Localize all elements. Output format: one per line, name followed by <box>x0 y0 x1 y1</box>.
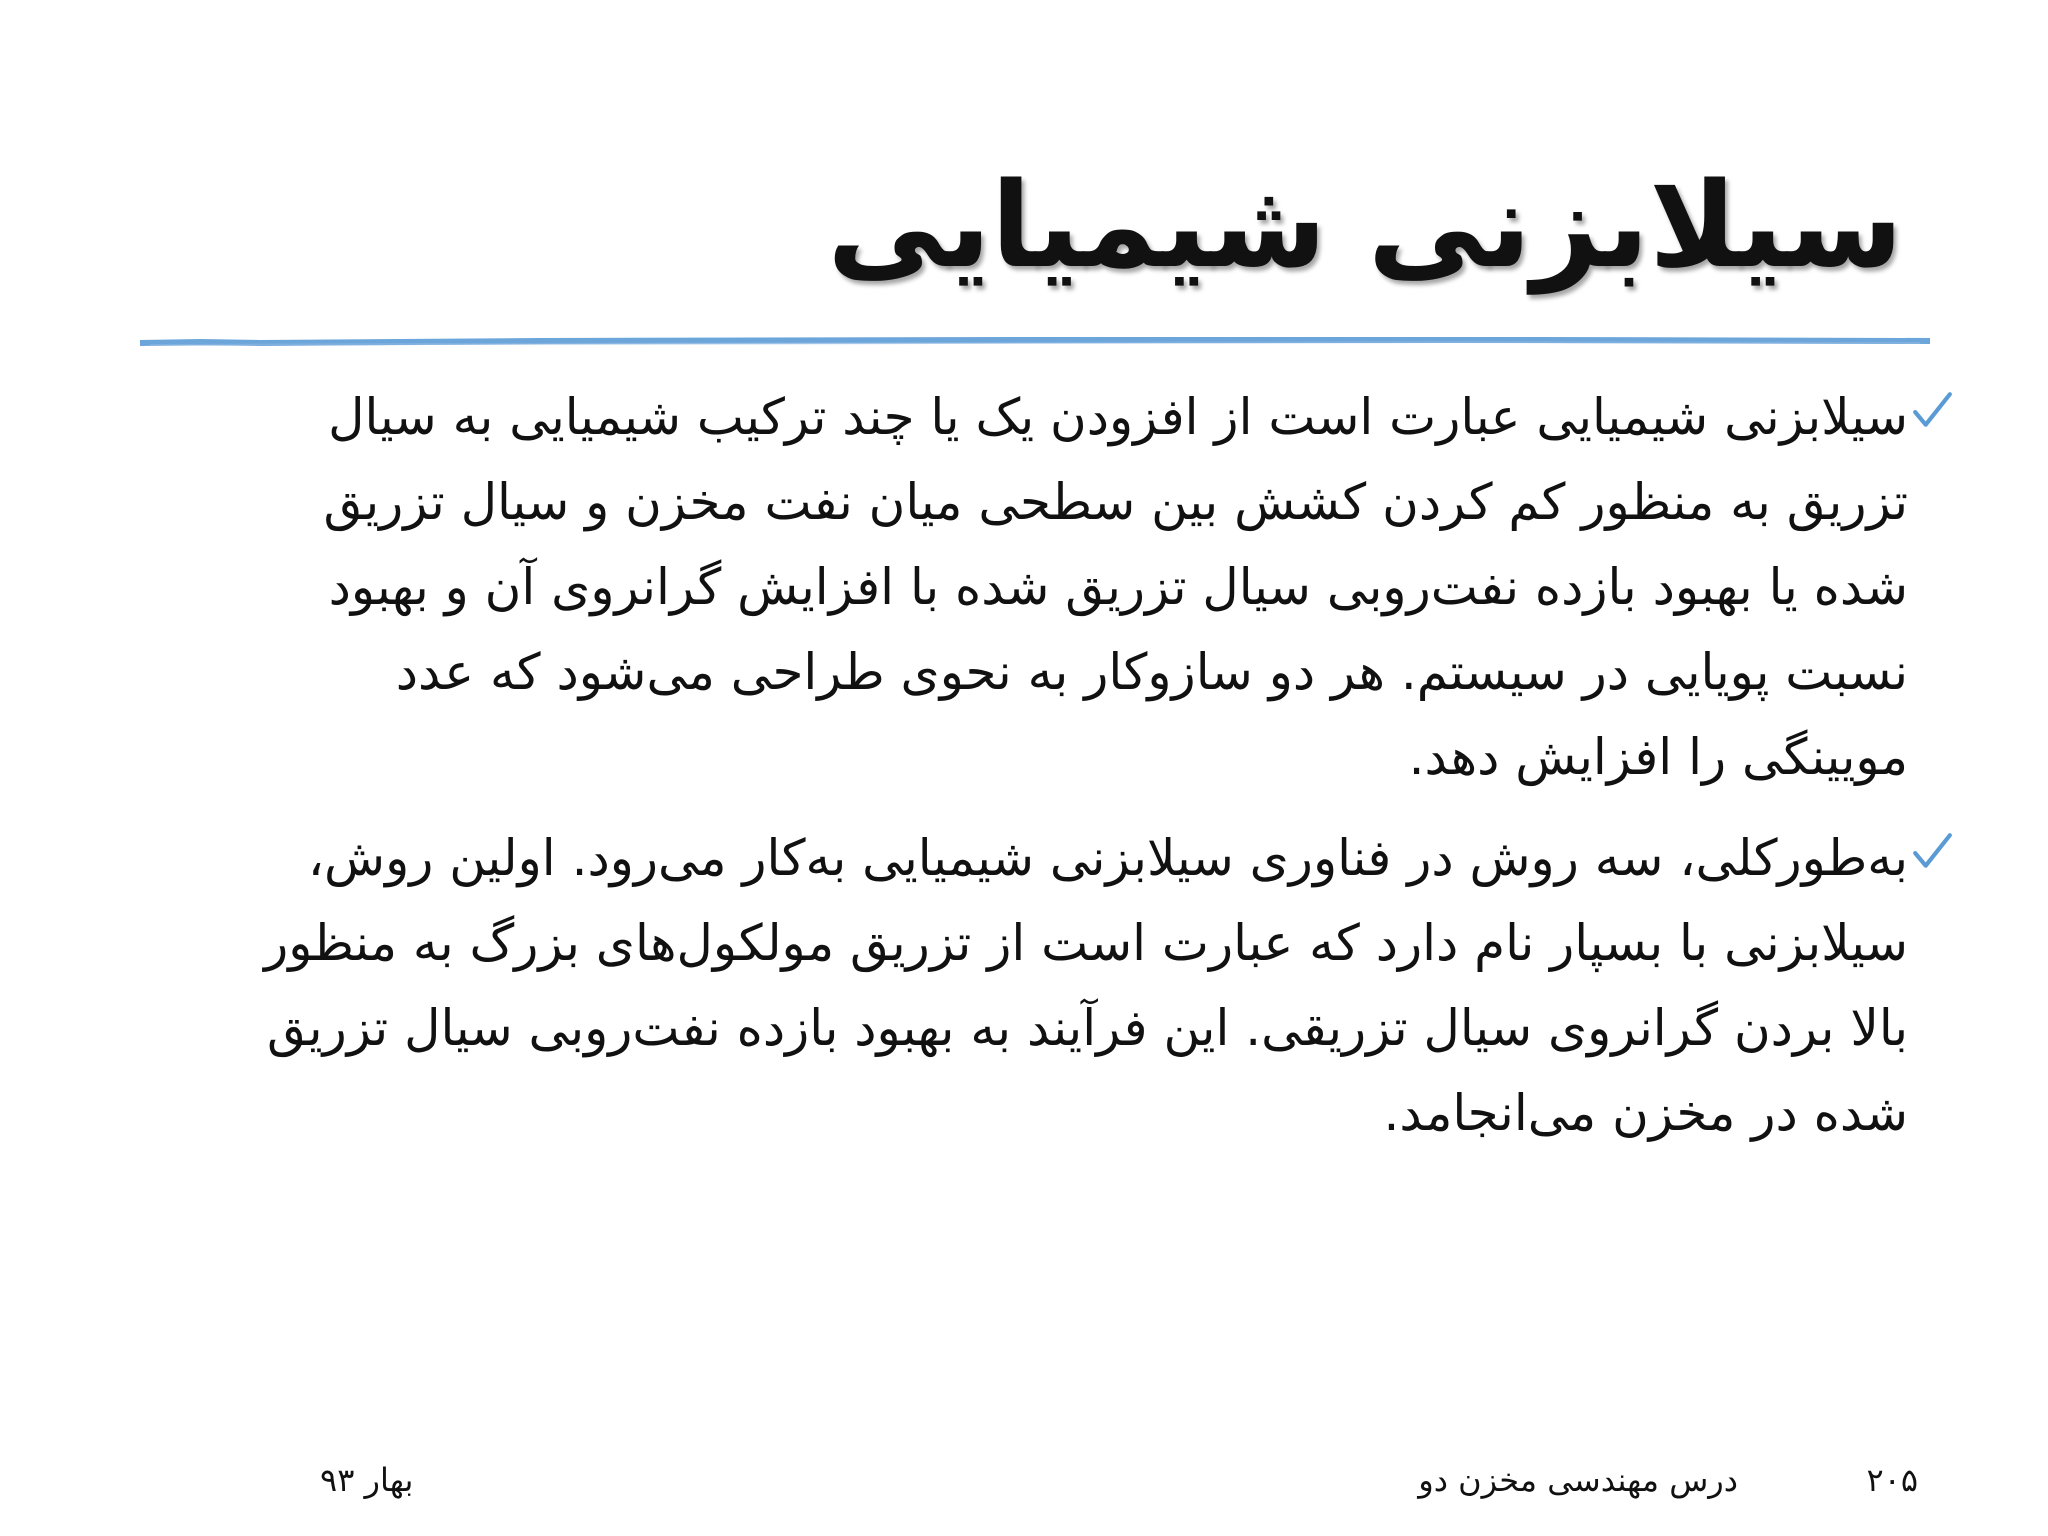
bullet-item <box>173 816 1953 1156</box>
content-area <box>173 375 1953 1172</box>
check-icon <box>1911 830 1953 872</box>
bullet-text: به‌طورکلی، سه روش در فناوری سیلابزنی شیمیایی به‌کار می‌رود. اولین روش، سیلابزنی با بسپار نام دارد که عبارت است از تزریق مولکول‌های بزرگ به منظور بالا بردن گرانروی سیال تزریقی. این فرآیند به بهبود بازده نفت‌روبی سیال تزریق شده در مخزن می‌انجامد. <box>264 829 1908 1142</box>
slide-title: سیلابزنی شیمیایی <box>827 156 1903 294</box>
footer-page-number: ۲۰۵ <box>1866 1461 1918 1499</box>
check-icon <box>1911 389 1953 431</box>
bullet-text: سیلابزنی شیمیایی عبارت است از افزودن یک یا چند ترکیب شیمیایی به سیال تزریق به منظور کم کردن کشش بین سطحی میان نفت مخزن و سیال تزریق شده یا بهبود بازده نفت‌روبی سیال تزریق شده با افزایش گرانروی آن و بهبود نسبت پویایی در سیستم. هر دو سازوکار به نحوی طراحی می‌شود که عدد مویینگی را افزایش دهد. <box>323 388 1908 786</box>
footer-course-name: درس مهندسی مخزن دو <box>1418 1461 1738 1499</box>
bullet-item <box>173 375 1953 800</box>
footer-term: بهار ۹۳ <box>320 1461 414 1499</box>
title-divider <box>140 336 1930 348</box>
